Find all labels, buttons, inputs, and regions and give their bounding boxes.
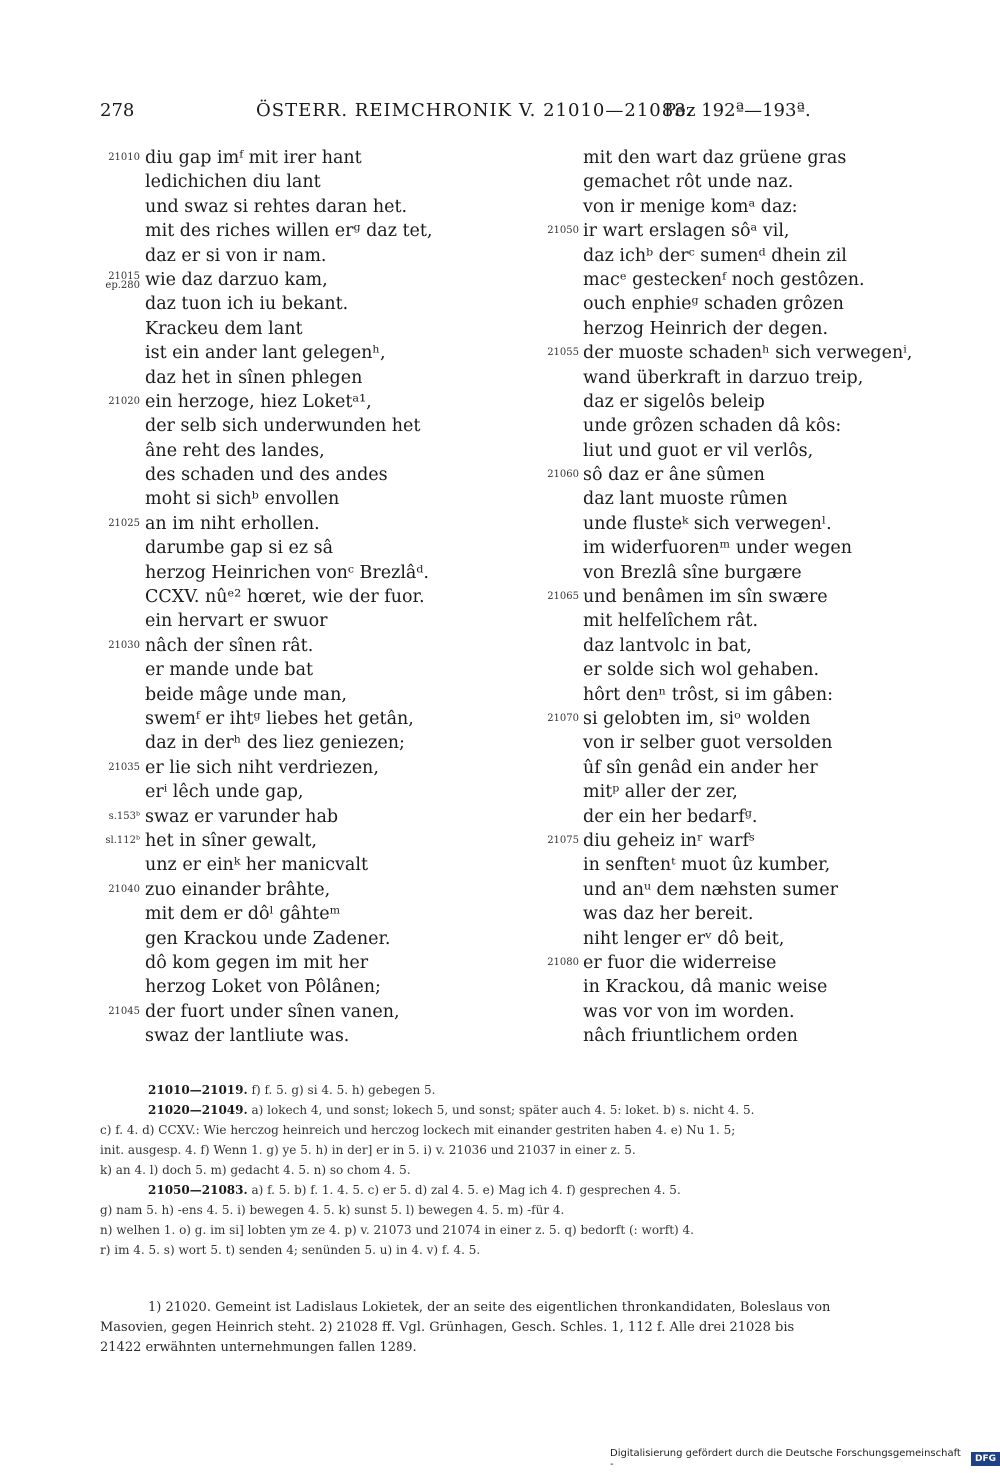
- verse-text: und benâmen im sîn swære: [583, 587, 828, 608]
- verse-text: erⁱ lêch unde gap,: [145, 782, 304, 803]
- verse-line: [145, 439, 565, 463]
- apparatus-text: n) welhen 1. o) g. im si] lobten ym ze 4. p) v. 21073 und 21074 in einer z. 5. q) bedorft (: worft) 4.: [100, 1223, 694, 1237]
- verse-text: der selb sich underwunden het: [145, 416, 421, 437]
- verse-text: ledichichen diu lant: [145, 172, 321, 193]
- apparatus-text: a) lokech 4, und sonst; lokech 5, und sonst; später auch 4. 5: loket. b) s. nicht 4. 5.: [251, 1103, 755, 1117]
- verse-line: [145, 219, 565, 243]
- footnote-line: Masovien, gegen Heinrich steht. 2) 21028 ff. Vgl. Grünhagen, Gesch. Schles. 1, 112 f. Alle drei 21028 bis: [100, 1320, 795, 1335]
- verse-text: mitᵖ aller der zer,: [583, 782, 738, 803]
- verse-text: unde flusteᵏ sich verwegenˡ.: [583, 513, 832, 534]
- verse-text: des schaden und des andes: [145, 465, 388, 486]
- verse-text: von Brezlâ sîne burgære: [583, 562, 802, 583]
- digitization-credit: [610, 1448, 1000, 1470]
- verse-text: niht lenger erᵛ dô beit,: [583, 928, 785, 949]
- apparatus-line: [100, 1200, 952, 1220]
- verse-line: [145, 366, 565, 390]
- verse-text: und swaz si rehtes daran het.: [145, 196, 408, 217]
- verse-text: in Krackou, dâ manic weise: [583, 977, 828, 998]
- line-number: 21020: [108, 395, 140, 407]
- right-verse-column: [547, 146, 1000, 1048]
- dfg-logo: DFG: [971, 1452, 1000, 1466]
- footnote-line: 21422 erwähnten unternehmungen fallen 1289.: [100, 1340, 417, 1355]
- verse-text: daz er si von ir nam.: [145, 245, 327, 266]
- verse-text: Krackeu dem lant: [145, 318, 303, 339]
- verse-text: ûf sîn genâd ein ander her: [583, 757, 818, 778]
- verse-line: [583, 195, 1000, 219]
- verse-text: nâch der sînen rât.: [145, 635, 314, 656]
- line-number: 21060: [547, 469, 579, 481]
- verse-line: [145, 731, 565, 755]
- line-number: 21010: [108, 152, 140, 163]
- verse-line: [108, 805, 565, 829]
- verse-text: er fuor die widerreise: [583, 952, 777, 973]
- line-number: 21025: [108, 517, 140, 529]
- line-number: 21050: [547, 225, 579, 237]
- verse-text: si gelobten im, siᵒ wolden: [583, 708, 811, 729]
- verse-line: [583, 487, 1000, 511]
- verse-text: swemᶠ er ihtᵍ liebes het getân,: [145, 708, 414, 729]
- verse-text: in senftenᵗ muot ûz kumber,: [583, 855, 831, 876]
- verse-text: im widerfuorenᵐ under wegen: [583, 538, 853, 559]
- line-number: 21070: [547, 712, 579, 724]
- verse-line: [583, 634, 1000, 658]
- apparatus-range: 21010—21019.: [148, 1083, 248, 1097]
- verse-text: herzog Heinrichen vonᶜ Brezlâᵈ.: [145, 562, 429, 583]
- verse-line: [547, 219, 1000, 243]
- verse-line: [105, 268, 565, 292]
- verse-line: [583, 975, 1000, 999]
- verse-text: beide mâge unde man,: [145, 684, 347, 705]
- apparatus-text: k) an 4. l) doch 5. m) gedacht 4. 5. n) so chom 4. 5.: [100, 1163, 411, 1177]
- verse-line: [145, 927, 565, 951]
- verse-line: [108, 878, 565, 902]
- line-number: 21075: [547, 834, 579, 846]
- verse-line: [145, 561, 565, 585]
- verse-text: nâch friuntlichem orden: [583, 1026, 798, 1047]
- verse-text: swaz der lantliute was.: [145, 1026, 350, 1047]
- verse-line: [547, 707, 1000, 731]
- verse-line: [583, 536, 1000, 560]
- apparatus-text: a) f. 5. b) f. 1. 4. 5. c) er 5. d) zal 4. 5. e) Mag ich 4. f) gesprechen 4. 5.: [251, 1183, 681, 1197]
- verse-text: ein herzoge, hiez Loketᵃ¹,: [145, 391, 372, 412]
- verse-line: [583, 878, 1000, 902]
- verse-line: [145, 292, 565, 316]
- verse-line: [145, 1024, 565, 1048]
- verse-line: [145, 536, 565, 560]
- verse-line: [145, 170, 565, 194]
- verse-line: [108, 756, 565, 780]
- verse-line: [547, 585, 1000, 609]
- verse-text: der fuort under sînen vanen,: [145, 1001, 400, 1022]
- verse-line: [583, 414, 1000, 438]
- apparatus-line: [100, 1120, 952, 1140]
- verse-text: diu gap imᶠ mit irer hant: [145, 148, 362, 168]
- verse-text: was daz her bereit.: [583, 904, 754, 925]
- verse-text: unz er einᵏ her manicvalt: [145, 855, 368, 876]
- verse-text: darumbe gap si ez sâ: [145, 538, 334, 559]
- verse-line: [145, 585, 565, 609]
- verse-line: [583, 561, 1000, 585]
- verse-text: gemachet rôt unde naz.: [583, 172, 794, 193]
- verse-line: [583, 1000, 1000, 1024]
- apparatus-line: [100, 1100, 952, 1120]
- page-number: 278: [100, 100, 135, 121]
- verse-line: [547, 341, 1000, 365]
- verse-line: [108, 634, 565, 658]
- verse-text: daz er sigelôs beleip: [583, 391, 765, 412]
- verse-text: ouch enphieᵍ schaden grôzen: [583, 294, 844, 315]
- verse-line: [583, 1024, 1000, 1048]
- verse-line: [145, 341, 565, 365]
- verse-text: wand überkraft in darzuo treip,: [583, 367, 864, 388]
- verse-text: daz het in sînen phlegen: [145, 367, 363, 388]
- verse-text: und anᵘ dem næhsten sumer: [583, 879, 839, 900]
- running-header: [0, 100, 1000, 126]
- footnote-line: 1) 21020. Gemeint ist Ladislaus Lokietek, der an seite des eigentlichen thronkandidaten, Boleslaus von: [148, 1300, 831, 1315]
- verse-line: [108, 390, 565, 414]
- line-number: s.153ᵇ: [108, 810, 140, 822]
- verse-line: [145, 317, 565, 341]
- apparatus-text: init. ausgesp. 4. f) Wenn 1. g) ye 5. h) in der] er in 5. i) v. 21036 und 21037 in einer z. 5.: [100, 1143, 636, 1157]
- apparatus-line: [100, 1160, 952, 1180]
- verse-line: [583, 756, 1000, 780]
- verse-text: diu geheiz inʳ warfˢ: [583, 830, 755, 851]
- credit-text: Digitalisierung gefördert durch die Deutsche Forschungsgemeinschaft -: [610, 1448, 961, 1470]
- verse-text: daz ichᵇ derᶜ sumenᵈ dhein zil: [583, 245, 847, 266]
- verse-text: daz lantvolc in bat,: [583, 635, 752, 656]
- verse-line: [145, 853, 565, 877]
- line-number: 21015 ep.280: [105, 270, 140, 291]
- verse-line: [583, 902, 1000, 926]
- verse-line: [583, 366, 1000, 390]
- verse-line: [583, 609, 1000, 633]
- apparatus-text: r) im 4. 5. s) wort 5. t) senden 4; senünden 5. u) in 4. v) f. 4. 5.: [100, 1243, 481, 1257]
- verse-text: gen Krackou unde Zadener.: [145, 928, 391, 949]
- verse-text: der ein her bedarfᵍ.: [583, 806, 758, 827]
- verse-text: swaz er varunder hab: [145, 806, 339, 827]
- verse-text: der muoste schadenʰ sich verwegenⁱ,: [583, 343, 913, 364]
- pez-reference: Pez 192ª—193ª.: [664, 100, 811, 121]
- verse-line: [145, 683, 565, 707]
- verse-text: daz lant muoste rûmen: [583, 489, 788, 510]
- verse-text: sô daz er âne sûmen: [583, 465, 765, 486]
- verse-line: [583, 292, 1000, 316]
- verse-line: [583, 731, 1000, 755]
- line-number: 21035: [108, 761, 140, 773]
- verse-text: mit des riches willen erᵍ daz tet,: [145, 221, 433, 242]
- verse-line: [583, 244, 1000, 268]
- verse-text: ir wart erslagen sôᵃ vil,: [583, 221, 790, 242]
- apparatus-line: [100, 1240, 952, 1260]
- verse-line: [145, 463, 565, 487]
- verse-text: liut und guot er vil verlôs,: [583, 440, 814, 461]
- verse-line: [145, 707, 565, 731]
- line-number: 21080: [547, 956, 579, 968]
- verse-line: [583, 390, 1000, 414]
- apparatus-line: [100, 1220, 952, 1240]
- line-number: 21045: [108, 1005, 140, 1017]
- verse-line: [547, 951, 1000, 975]
- verse-text: von ir selber guot versolden: [583, 733, 833, 754]
- verse-line: [583, 170, 1000, 194]
- verse-line: [145, 609, 565, 633]
- verse-text: er mande unde bat: [145, 660, 314, 681]
- running-title: ÖSTERR. REIMCHRONIK V. 21010—21083.: [256, 100, 694, 121]
- line-number: 21065: [547, 591, 579, 603]
- apparatus-range: 21050—21083.: [148, 1183, 248, 1197]
- verse-text: mit dem er dôˡ gâhteᵐ: [145, 904, 341, 925]
- verse-text: herzog Heinrich der degen.: [583, 318, 829, 339]
- verse-line: [108, 1000, 565, 1024]
- verse-text: ein hervart er swuor: [145, 611, 328, 632]
- apparatus-line: [100, 1140, 952, 1160]
- verse-text: wie daz darzuo kam,: [145, 269, 328, 290]
- apparatus-line: [100, 1080, 952, 1100]
- verse-text: unde grôzen schaden dâ kôs:: [583, 416, 842, 437]
- verse-line: [583, 268, 1000, 292]
- line-number: 21040: [108, 883, 140, 895]
- line-number: 21055: [547, 347, 579, 359]
- verse-line: [145, 902, 565, 926]
- edition-reference: ep.280: [105, 279, 140, 291]
- verse-line: [583, 927, 1000, 951]
- verse-text: hôrt denⁿ trôst, si im gâben:: [583, 684, 834, 705]
- verse-line: [145, 195, 565, 219]
- verse-line: [583, 780, 1000, 804]
- line-number: sl.112ᵇ: [105, 834, 140, 846]
- verse-line: [145, 658, 565, 682]
- verse-text: mit den wart daz grüene gras: [583, 148, 847, 168]
- verse-text: an im niht erhollen.: [145, 513, 320, 534]
- verse-line: [145, 975, 565, 999]
- verse-text: het in sîner gewalt,: [145, 830, 317, 851]
- verse-line: [145, 244, 565, 268]
- verse-line: [583, 683, 1000, 707]
- critical-apparatus: [100, 1080, 952, 1260]
- apparatus-range: 21020—21049.: [148, 1103, 248, 1117]
- verse-line: [583, 317, 1000, 341]
- verse-line: [547, 463, 1000, 487]
- verse-text: daz in derʰ des liez geniezen;: [145, 733, 405, 754]
- verse-text: mit helfelîchem rât.: [583, 611, 759, 632]
- verse-line: [583, 853, 1000, 877]
- verse-line: [583, 512, 1000, 536]
- verse-line: [145, 780, 565, 804]
- verse-text: von ir menige komᵃ daz:: [583, 196, 798, 217]
- verse-text: herzog Loket von Pôlânen;: [145, 977, 381, 998]
- verse-line: [583, 439, 1000, 463]
- verse-text: daz tuon ich iu bekant.: [145, 294, 349, 315]
- verse-text: ist ein ander lant gelegenʰ,: [145, 343, 386, 364]
- apparatus-line: [100, 1180, 952, 1200]
- verse-line: [583, 146, 1000, 170]
- apparatus-text: c) f. 4. d) CCXV.: Wie herczog heinreich und herczog lockech mit einander gestriten haben 4. e) Nu 1. 5;: [100, 1123, 736, 1137]
- verse-text: er solde sich wol gehaben.: [583, 660, 820, 681]
- verse-text: CCXV. nûᵉ² hœret, wie der fuor.: [145, 587, 425, 608]
- verse-line: [145, 414, 565, 438]
- verse-text: was vor von im worden.: [583, 1001, 795, 1022]
- verse-line: [145, 487, 565, 511]
- verse-line: [547, 829, 1000, 853]
- verse-line: [583, 658, 1000, 682]
- footnotes: [100, 1298, 952, 1358]
- verse-line: [583, 805, 1000, 829]
- verse-text: macᵉ gesteckenᶠ noch gestôzen.: [583, 269, 865, 290]
- apparatus-text: f) f. 5. g) si 4. 5. h) gebegen 5.: [251, 1083, 436, 1097]
- verse-line: [108, 512, 565, 536]
- verse-line: [105, 829, 565, 853]
- verse-text: er lie sich niht verdriezen,: [145, 757, 379, 778]
- verse-line: [108, 146, 565, 170]
- left-verse-column: [105, 146, 565, 1048]
- verse-text: âne reht des landes,: [145, 440, 325, 461]
- verse-text: dô kom gegen im mit her: [145, 952, 369, 973]
- verse-text: moht si sichᵇ envollen: [145, 489, 340, 510]
- verse-text: zuo einander brâhte,: [145, 879, 331, 900]
- line-number: 21030: [108, 639, 140, 651]
- apparatus-text: g) nam 5. h) -ens 4. 5. i) bewegen 4. 5. k) sunst 5. l) bewegen 4. 5. m) -für 4.: [100, 1203, 565, 1217]
- verse-line: [145, 951, 565, 975]
